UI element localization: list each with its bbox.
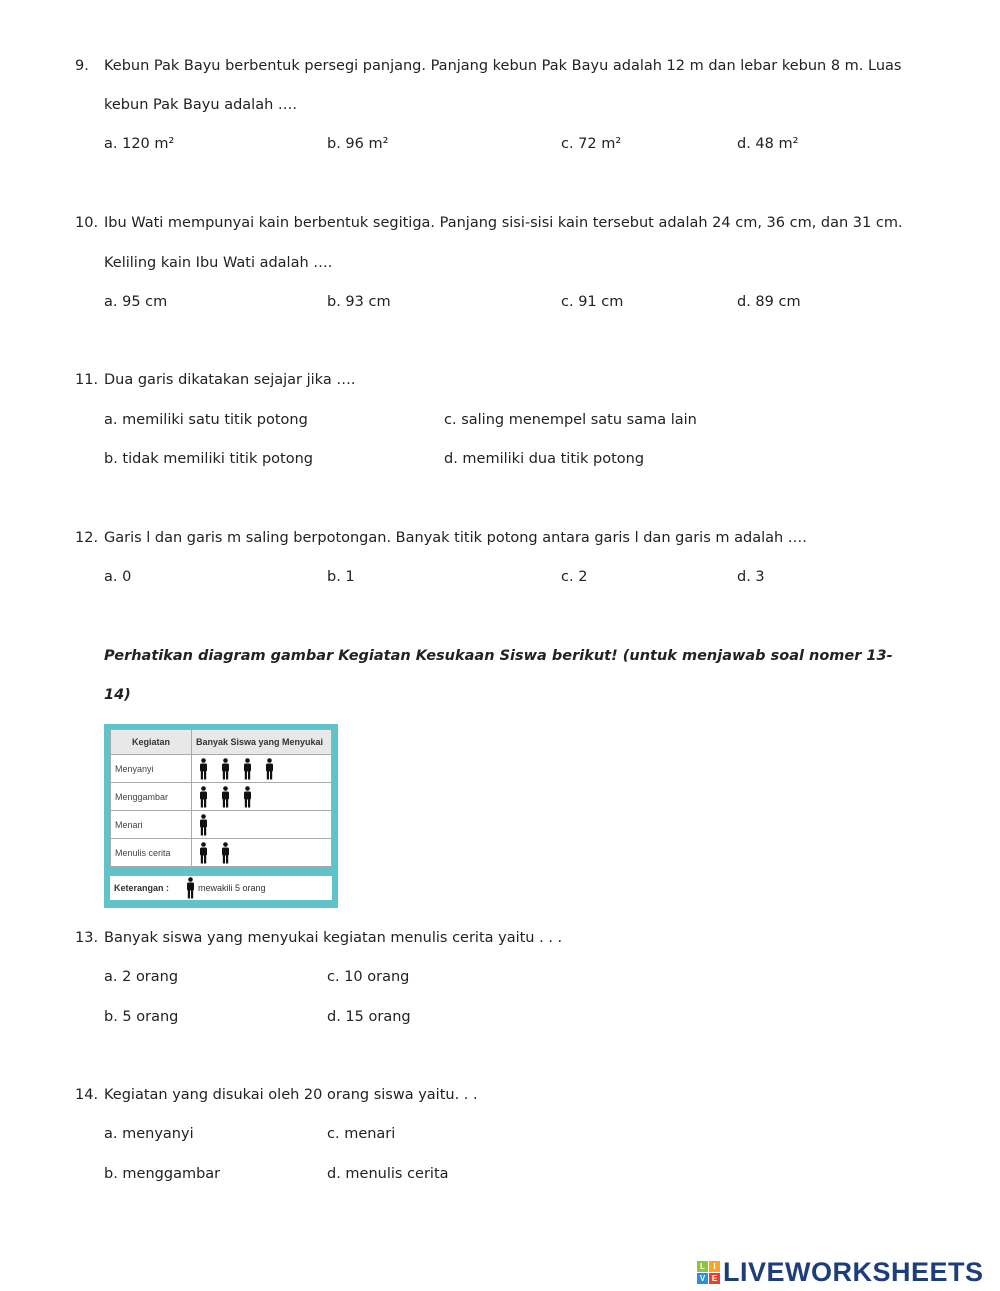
question-text: Kegiatan yang disukai oleh 20 orang siswa yaitu. . . <box>104 1087 478 1103</box>
activity-label: Menulis cerita <box>111 839 192 867</box>
question-text: Kebun Pak Bayu berbentuk persegi panjang. Panjang kebun Pak Bayu adalah 12 m dan lebar kebun 8 m. Luas <box>104 58 902 74</box>
person-icon <box>221 842 230 864</box>
option-c[interactable]: c. saling menempel satu sama lain <box>444 412 697 428</box>
option-d[interactable]: d. menulis cerita <box>327 1166 449 1182</box>
activity-label: Menari <box>111 811 192 839</box>
option-a[interactable]: a. 95 cm <box>104 294 168 310</box>
legend-text: mewakili 5 orang <box>198 883 266 893</box>
option-b[interactable]: b. 93 cm <box>327 294 391 310</box>
person-icons <box>192 783 332 811</box>
option-c[interactable]: c. 10 orang <box>327 969 410 985</box>
question-number: 11. <box>75 372 99 388</box>
question-number: 14. <box>75 1087 99 1103</box>
person-icon <box>186 877 195 899</box>
pictograph-row <box>111 811 332 839</box>
pictograph-row <box>111 839 332 867</box>
person-icons <box>192 755 332 783</box>
option-a[interactable]: a. menyanyi <box>104 1126 194 1142</box>
logo-letter: V <box>697 1273 708 1284</box>
person-icons <box>192 839 332 867</box>
question-number: 12. <box>75 530 99 546</box>
person-icon <box>243 758 252 780</box>
logo-text: LIVEWORKSHEETS <box>723 1257 984 1287</box>
option-d[interactable]: d. 48 m² <box>737 136 799 152</box>
option-b[interactable]: b. 96 m² <box>327 136 389 152</box>
logo-cube-icon <box>697 1261 720 1284</box>
header-kegiatan: Kegiatan <box>111 730 192 755</box>
question-number: 10. <box>75 215 99 231</box>
question-number: 9. <box>75 58 89 74</box>
option-c[interactable]: c. menari <box>327 1126 396 1142</box>
option-d[interactable]: d. 89 cm <box>737 294 801 310</box>
question-number: 13. <box>75 930 99 946</box>
option-a[interactable]: a. memiliki satu titik potong <box>104 412 308 428</box>
activity-label: Menyanyi <box>111 755 192 783</box>
option-d[interactable]: d. memiliki dua titik potong <box>444 451 645 467</box>
option-d[interactable]: d. 15 orang <box>327 1009 411 1025</box>
option-c[interactable]: c. 2 <box>561 569 588 585</box>
header-banyak-siswa: Banyak Siswa yang Menyukai <box>192 730 332 755</box>
option-a[interactable]: a. 0 <box>104 569 132 585</box>
pictograph-legend <box>110 876 332 900</box>
question-text: Keliling kain Ibu Wati adalah …. <box>104 255 333 271</box>
person-icon <box>199 758 208 780</box>
pictograph-row <box>111 755 332 783</box>
option-d[interactable]: d. 3 <box>737 569 765 585</box>
person-icon <box>265 758 274 780</box>
instruction-text: 14) <box>104 687 131 703</box>
question-text: Dua garis dikatakan sejajar jika …. <box>104 372 356 388</box>
person-icon <box>221 786 230 808</box>
logo-letter: I <box>709 1261 720 1272</box>
option-b[interactable]: b. tidak memiliki titik potong <box>104 451 313 467</box>
pictograph-row <box>111 783 332 811</box>
person-icons <box>192 811 332 839</box>
pictograph-table <box>104 724 338 908</box>
question-text: Garis l dan garis m saling berpotongan. Banyak titik potong antara garis l dan garis m adalah …. <box>104 530 807 546</box>
logo-letter: E <box>709 1273 720 1284</box>
liveworksheets-logo <box>697 1257 984 1288</box>
option-c[interactable]: c. 72 m² <box>561 136 622 152</box>
person-icon <box>243 786 252 808</box>
question-text: Ibu Wati mempunyai kain berbentuk segitiga. Panjang sisi-sisi kain tersebut adalah 24 cm, 36 cm, dan 31 cm. <box>104 215 903 231</box>
legend-label: Keterangan : <box>114 883 170 893</box>
person-icon <box>199 814 208 836</box>
option-a[interactable]: a. 120 m² <box>104 136 175 152</box>
question-text: kebun Pak Bayu adalah …. <box>104 97 297 113</box>
logo-letter: L <box>697 1261 708 1272</box>
option-c[interactable]: c. 91 cm <box>561 294 624 310</box>
instruction-text: Perhatikan diagram gambar Kegiatan Kesukaan Siswa berikut! (untuk menjawab soal nomer 13- <box>104 648 893 664</box>
person-icon <box>199 842 208 864</box>
person-icon <box>221 758 230 780</box>
option-b[interactable]: b. 1 <box>327 569 355 585</box>
person-icon <box>199 786 208 808</box>
option-b[interactable]: b. menggambar <box>104 1166 221 1182</box>
option-b[interactable]: b. 5 orang <box>104 1009 179 1025</box>
question-text: Banyak siswa yang menyukai kegiatan menulis cerita yaitu . . . <box>104 930 563 946</box>
option-a[interactable]: a. 2 orang <box>104 969 179 985</box>
activity-label: Menggambar <box>111 783 192 811</box>
